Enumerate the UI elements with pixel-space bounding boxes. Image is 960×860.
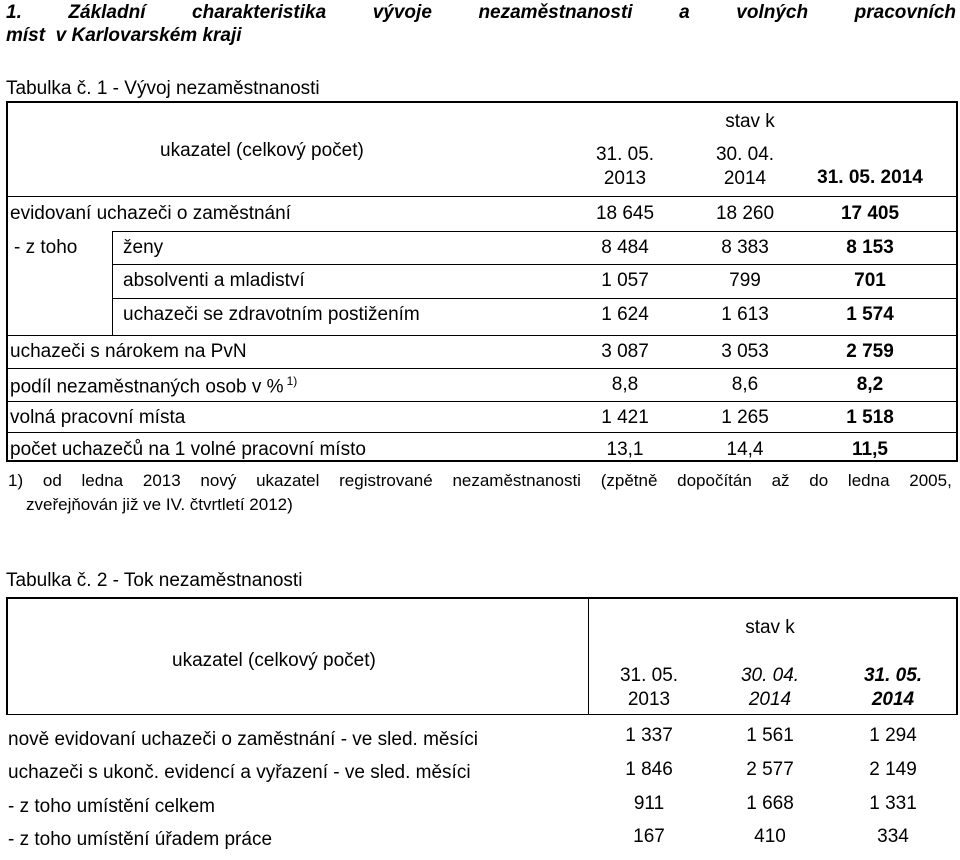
table2-cell: 334 bbox=[877, 826, 909, 847]
table1-cell: 2 759 bbox=[846, 341, 894, 362]
table1-stav-k-header: stav k bbox=[725, 111, 775, 132]
table1-cell: 1 624 bbox=[601, 304, 649, 325]
heading-word: volných bbox=[736, 2, 809, 23]
table1-cell: 799 bbox=[729, 270, 761, 291]
table1-row-label: evidovaní uchazeči o zaměstnání bbox=[10, 203, 291, 224]
table2-cell: 911 bbox=[633, 793, 665, 814]
table1-col2-year: 2014 bbox=[723, 168, 767, 189]
table2-row-label: - z toho umístění úřadem práce bbox=[8, 829, 273, 850]
table1-col3-header: 31. 05. 2014 bbox=[817, 167, 923, 188]
table1-cell: 13,1 bbox=[606, 439, 644, 460]
table1-cell: 18 645 bbox=[595, 203, 655, 224]
footnote-word: 1) bbox=[8, 471, 24, 490]
table2-col1-header bbox=[588, 664, 710, 712]
table1-cell: 8 383 bbox=[721, 237, 769, 258]
table1-cell: 8 484 bbox=[601, 237, 649, 258]
table2-cell: 1 294 bbox=[869, 725, 917, 746]
table2-row-label: uchazeči s ukonč. evidencí a vyřazení - ve sled. měsíci bbox=[8, 762, 471, 783]
table2-cell: 410 bbox=[754, 826, 786, 847]
footnote-word: od bbox=[42, 471, 62, 490]
footnote-word: registrované bbox=[339, 471, 433, 490]
table1-row-label: absolventi a mladiství bbox=[123, 270, 305, 291]
table2-caption: Tabulka č. 2 - Tok nezaměstnanosti bbox=[6, 570, 303, 591]
table2-stav-k-header: stav k bbox=[745, 617, 795, 638]
table1-cell: 17 405 bbox=[840, 203, 900, 224]
table2-row-label: nově evidovaní uchazeči o zaměstnání - ve sled. měsíci bbox=[8, 729, 478, 750]
table1-row-label: podíl nezaměstnaných osob v % bbox=[10, 376, 284, 398]
heading-word: charakteristika bbox=[192, 2, 327, 23]
footnote-word: do bbox=[809, 471, 829, 490]
table2-col3-header bbox=[830, 664, 956, 712]
heading-word: Základní bbox=[68, 2, 146, 23]
table1-cell: 18 260 bbox=[715, 203, 775, 224]
table2-indicator-header: ukazatel (celkový počet) bbox=[172, 650, 376, 671]
table1-row-label: ženy bbox=[123, 237, 164, 258]
table1-cell: 3 087 bbox=[601, 341, 649, 362]
footnote-word: až bbox=[771, 471, 790, 490]
table1-row-label: uchazeči s nárokem na PvN bbox=[10, 341, 247, 362]
table1-cell: 1 421 bbox=[601, 407, 649, 428]
section-heading-line2: míst v Karlovarském kraji bbox=[6, 25, 242, 46]
table1-cell: 8,6 bbox=[731, 374, 759, 395]
table1-cell: 1 613 bbox=[721, 304, 769, 325]
table1-indicator-header: ukazatel (celkový počet) bbox=[160, 140, 364, 161]
footnote-word: ukazatel bbox=[256, 471, 320, 490]
table2-col2-date: 30. 04. bbox=[740, 665, 800, 686]
table1-footnote-line1 bbox=[8, 471, 952, 491]
table2-cell: 1 337 bbox=[625, 725, 673, 746]
table1-cell: 1 057 bbox=[601, 270, 649, 291]
heading-word: vývoje bbox=[372, 2, 432, 23]
footnote-word: dopočítán bbox=[677, 471, 752, 490]
table1-cell: 1 518 bbox=[846, 407, 894, 428]
footnote-word: nový bbox=[200, 471, 237, 490]
table1-footnote-line2: zveřejňován již ve IV. čtvrtletí 2012) bbox=[26, 495, 293, 514]
heading-word: 1. bbox=[6, 2, 22, 23]
table2-cell: 2 149 bbox=[869, 759, 917, 780]
table2-cell: 2 577 bbox=[746, 759, 794, 780]
footnote-marker: 1) bbox=[286, 374, 298, 388]
footnote-word: 2013 bbox=[142, 471, 181, 490]
table1-cell: 8 153 bbox=[846, 237, 894, 258]
table1-col2-date: 30. 04. bbox=[715, 144, 775, 165]
table2-cell: 1 846 bbox=[625, 759, 673, 780]
table1-caption: Tabulka č. 1 - Vývoj nezaměstnanosti bbox=[6, 78, 320, 99]
table2-col2-header bbox=[710, 664, 830, 712]
table1-row-label: uchazeči se zdravotním postižením bbox=[123, 304, 420, 325]
table1-row-prefix: - z toho bbox=[14, 237, 78, 258]
footnote-word: 2005, bbox=[909, 471, 952, 490]
heading-word: nezaměstnanosti bbox=[478, 2, 633, 23]
table1-cell: 701 bbox=[854, 270, 886, 291]
table1-cell: 1 574 bbox=[846, 304, 894, 325]
table1-row-label: volná pracovní místa bbox=[10, 407, 186, 428]
table2-col1-year: 2013 bbox=[627, 689, 671, 710]
table1-cell: 1 265 bbox=[721, 407, 769, 428]
footnote-word: ledna bbox=[81, 471, 124, 490]
table1-cell: 11,5 bbox=[852, 439, 888, 460]
table2-cell: 1 668 bbox=[746, 793, 794, 814]
table1-row-label: počet uchazečů na 1 volné pracovní místo bbox=[10, 439, 366, 460]
table1-col1-year: 2013 bbox=[603, 168, 647, 189]
table2-row-label: - z toho umístění celkem bbox=[8, 796, 215, 817]
table2-col1-date: 31. 05. bbox=[619, 665, 679, 686]
footnote-word: ledna bbox=[847, 471, 890, 490]
table1-cell: 3 053 bbox=[721, 341, 769, 362]
table1-cell: 8,8 bbox=[611, 374, 639, 395]
table2-col3-date: 31. 05. bbox=[863, 665, 923, 686]
table1-col1-header bbox=[560, 143, 690, 191]
table2-col3-year: 2014 bbox=[871, 689, 915, 710]
table2-cell: 167 bbox=[633, 826, 665, 847]
heading-word: pracovních bbox=[854, 2, 956, 23]
table1-row-label-with-note bbox=[10, 374, 297, 398]
section-heading-line1 bbox=[6, 2, 956, 24]
heading-word: a bbox=[679, 2, 690, 23]
table1-cell: 14,4 bbox=[726, 439, 764, 460]
table2-col2-year: 2014 bbox=[748, 689, 792, 710]
footnote-word: (zpětně bbox=[600, 471, 658, 490]
table1-col1-date: 31. 05. bbox=[595, 144, 655, 165]
table2-cell: 1 331 bbox=[869, 793, 917, 814]
footnote-word: nezaměstnanosti bbox=[452, 471, 581, 490]
table2-cell: 1 561 bbox=[746, 725, 794, 746]
table1-cell: 8,2 bbox=[856, 374, 884, 395]
